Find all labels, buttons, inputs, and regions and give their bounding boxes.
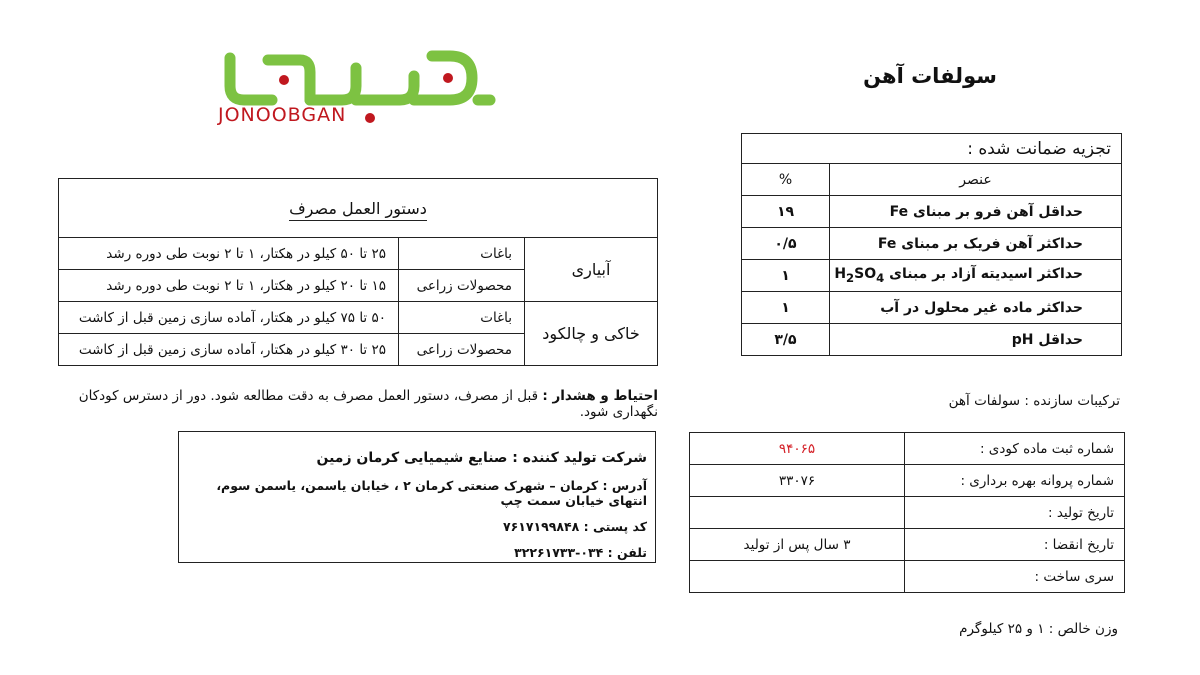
registration-number-value: ۹۴۰۶۵ xyxy=(690,433,905,465)
registration-table xyxy=(689,432,1125,593)
usage-method: آبیاری xyxy=(525,238,658,302)
warning-label: احتیاط و هشدار : xyxy=(542,388,658,404)
production-date-label: تاریخ تولید : xyxy=(905,497,1125,529)
batch-number-value xyxy=(690,561,905,593)
license-number-value: ۳۳۰۷۶ xyxy=(690,465,905,497)
table-row xyxy=(742,292,1122,324)
table-row xyxy=(690,433,1125,465)
table-row xyxy=(742,324,1122,356)
manufacturer-company: شرکت تولید کننده : صنایع شیمیایی کرمان زمین xyxy=(316,450,647,466)
usage-method: خاکی و چالکود xyxy=(525,302,658,366)
analysis-row-value: ۰/۵ xyxy=(742,228,830,260)
usage-crop: محصولات زراعی xyxy=(399,334,525,366)
table-row xyxy=(742,196,1122,228)
license-number-label: شماره پروانه بهره برداری : xyxy=(905,465,1125,497)
net-weight: وزن خالص : ۱ و ۲۵ کیلوگرم xyxy=(959,621,1118,637)
formula-part: SO xyxy=(854,266,877,283)
usage-dose: ۲۵ تا ۳۰ کیلو در هکتار، آماده سازی زمین قبل از کاشت xyxy=(59,334,399,366)
table-row xyxy=(742,260,1122,292)
manufacturer-address: آدرس : کرمان – شهرک صنعتی کرمان ۲ ، خیابان یاسمن، یاسمن سوم، انتهای خیابان سمت چپ xyxy=(216,478,647,508)
analysis-row-name: حداقل pH xyxy=(830,324,1122,356)
formula-part: H xyxy=(834,266,847,283)
usage-crop: باغات xyxy=(399,302,525,334)
table-row xyxy=(690,465,1125,497)
table-row xyxy=(690,561,1125,593)
analysis-row-name: حداقل آهن فرو بر مبنای Fe xyxy=(830,196,1122,228)
table-row xyxy=(690,497,1125,529)
analysis-caption: تجزیه ضمانت شده : xyxy=(742,134,1122,164)
formula-subscript: 4 xyxy=(876,270,885,285)
product-title: سولفات آهن xyxy=(863,64,997,88)
logo-text-en: JONOOBGAN xyxy=(218,104,347,126)
usage-title-text: دستور العمل مصرف xyxy=(289,199,427,221)
guaranteed-analysis-table xyxy=(741,133,1122,356)
table-row xyxy=(690,529,1125,561)
usage-title xyxy=(59,179,658,238)
analysis-row-value: ۳/۵ xyxy=(742,324,830,356)
analysis-row-name: حداکثر ماده غیر محلول در آب xyxy=(830,292,1122,324)
ingredients-line: ترکیبات سازنده : سولفات آهن xyxy=(948,393,1120,409)
table-row xyxy=(742,228,1122,260)
usage-crop: باغات xyxy=(399,238,525,270)
table-row xyxy=(59,238,658,270)
usage-dose: ۵۰ تا ۷۵ کیلو در هکتار، آماده سازی زمین قبل از کاشت xyxy=(59,302,399,334)
analysis-header-element: عنصر xyxy=(830,164,1122,196)
production-date-value xyxy=(690,497,905,529)
analysis-row-value: ۱۹ xyxy=(742,196,830,228)
usage-dose: ۲۵ تا ۵۰ کیلو در هکتار، ۱ تا ۲ نوبت طی دوره رشد xyxy=(59,238,399,270)
analysis-row-value: ۱ xyxy=(742,292,830,324)
manufacturer-postal-code: کد پستی : ۷۶۱۷۱۹۹۸۴۸ xyxy=(502,519,647,534)
expiry-date-value: ۳ سال پس از تولید xyxy=(690,529,905,561)
analysis-row-name-prefix: حداکثر اسیدیته آزاد بر مبنای xyxy=(884,266,1083,283)
registration-number-label: شماره ثبت ماده کودی : xyxy=(905,433,1125,465)
batch-number-label: سری ساخت : xyxy=(905,561,1125,593)
analysis-row-value: ۱ xyxy=(742,260,830,292)
usage-crop: محصولات زراعی xyxy=(399,270,525,302)
chemical-formula xyxy=(834,266,885,285)
analysis-header-percent: % xyxy=(742,164,830,196)
warning-text: قبل از مصرف، دستور العمل مصرف به دقت مطالعه شود. دور از دسترس کودکان نگهداری شود. xyxy=(78,388,658,420)
usage-instructions-table xyxy=(58,178,658,366)
analysis-row-name xyxy=(830,260,1122,292)
table-row xyxy=(59,302,658,334)
expiry-date-label: تاریخ انقضا : xyxy=(905,529,1125,561)
manufacturer-phone: تلفن : ۰۳۴-۳۲۲۶۱۷۳۳ xyxy=(514,545,647,560)
analysis-row-name: حداکثر آهن فریک بر مبنای Fe xyxy=(830,228,1122,260)
warning-note xyxy=(58,388,658,420)
formula-subscript: 2 xyxy=(846,270,855,285)
usage-dose: ۱۵ تا ۲۰ کیلو در هکتار، ۱ تا ۲ نوبت طی دوره رشد xyxy=(59,270,399,302)
manufacturer-box xyxy=(178,431,656,563)
